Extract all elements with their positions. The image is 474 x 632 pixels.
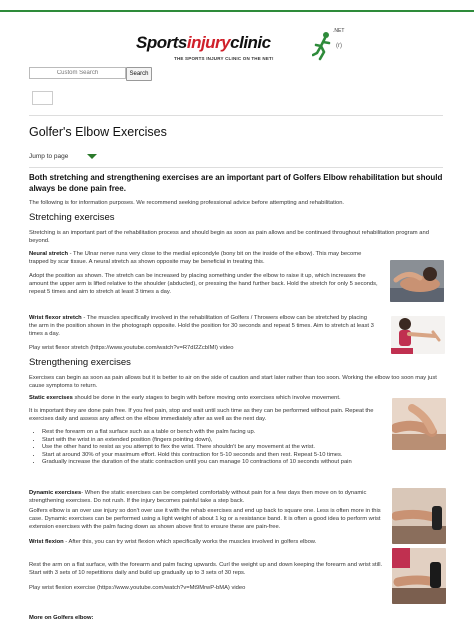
stretching-intro: Stretching is an important part of the rehabilitation process and should begin as soon as pain allows and be continued throughout rehabilitation program and beyond. xyxy=(29,230,429,244)
neural-stretch-text-2: Adopt the position as shown. The stretch can be increased by placing something under the elbow to raise it up, which increases the amount the upper arm is lifted relative to the shoulder (abducted), or pressing the hand further back. Hold the stretch for only 5 seconds, repeat 5 times and aim to stretch at least 3 times a day. xyxy=(29,273,378,295)
more-heading: More on Golfers elbow: xyxy=(29,615,94,621)
page-title: Golfer's Elbow Exercises xyxy=(29,125,167,139)
wrist-flexion-photo xyxy=(392,548,446,604)
chevron-down-icon[interactable] xyxy=(87,154,97,159)
logo-registered: (r) xyxy=(336,43,342,49)
static-exercises-list xyxy=(36,429,382,467)
menu-toggle-button[interactable] xyxy=(32,91,53,105)
static-exercises-title: Static exercises xyxy=(29,395,73,401)
wrist-flexion-text-2: Rest the arm on a flat surface, with the forearm and palm facing upwards. Curl the weight up and down keeping the forearm and wrist still. Start with 3 sets of 10 repetitions daily and build up gradually up to 3 sets of 30 reps. xyxy=(29,562,383,576)
logo-tagline: THE SPORTS INJURY CLINIC ON THE NET! xyxy=(174,56,274,61)
wrist-flexor-photo xyxy=(391,316,445,354)
runner-icon xyxy=(312,31,334,61)
intro-text: Both stretching and strengthening exercises are an important part of Golfers Elbow rehabilitation but should always be done pain free. xyxy=(29,173,443,193)
site-logo[interactable] xyxy=(136,28,346,67)
static-exercise-photo xyxy=(392,398,446,450)
wrist-flexion-video-link[interactable]: Play wrist flexion exercise (https://www.youtube.com/watch?v=Mt9MrwP-bMA) video xyxy=(29,585,246,591)
search-button[interactable]: Search xyxy=(126,67,152,81)
jump-to-page-label: Jump to page xyxy=(29,153,69,160)
wrist-flexion-text: Wrist flexion - After this, you can try wrist flexion which specifically works the muscles involved in golfers elbow. xyxy=(29,539,317,545)
info-text: The following is for information purposes. We recommend seeking professional advice before attempting and rehabilitation. xyxy=(29,200,345,206)
stretching-heading: Stretching exercises xyxy=(29,212,115,223)
list-item: • Start with the wrist in an extended position (fingers pointing down), xyxy=(42,437,382,445)
logo-superscript: .NET xyxy=(333,28,345,34)
dynamic-exercises-title: Dynamic exercises xyxy=(29,490,82,496)
wrist-flexor-title: Wrist flexor stretch xyxy=(29,315,82,321)
neural-stretch-photo xyxy=(390,260,444,302)
neural-stretch-text: Neural stretch - The Ulnar nerve runs very close to the medial epicondyle (bony bit on the inside of the elbow). This may become trapped by scar tissue. A neural stretch as shown opposite may be beneficial in treating this. xyxy=(29,251,362,265)
strengthening-intro: Exercises can begin as soon as pain allows but it is better to air on the side of caution and start later rather than too soon. Working the elbow too soon may just cause symptoms to return. xyxy=(29,375,437,389)
list-item: • Use the other hand to resist as you attempt to flex the wrist. There shouldn't be any movement at the wrist. xyxy=(42,444,382,452)
dynamic-exercise-photo xyxy=(392,488,446,544)
neural-stretch-title: Neural stretch xyxy=(29,251,68,257)
static-exercises-text: Static exercises should be done in the early stages to begin with before moving onto exercises which involve movement. xyxy=(29,395,341,401)
list-item: • Start at around 30% of your maximum effort. Hold this contraction for 5-10 seconds and then rest. Repeat 5-10 times. xyxy=(42,452,382,460)
list-item: • Rest the forearm on a flat surface such as a table or bench with the palm facing up. xyxy=(42,429,382,437)
divider xyxy=(29,167,443,168)
dynamic-exercises-text: Dynamic exercises- When the static exercises can be completed comfortably without pain for a few days then move on to dynamic strengthening exercises. Do not rush. If the injury becomes painful take a step back. xyxy=(29,490,367,504)
top-accent-bar xyxy=(0,10,474,12)
strengthening-heading: Strengthening exercises xyxy=(29,357,131,368)
wrist-flexion-title: Wrist flexion xyxy=(29,539,64,545)
logo-wordmark: Sportsinjuryclinic xyxy=(136,33,271,52)
wrist-flexor-video-link[interactable]: Play wrist flexor stretch (https://www.youtube.com/watch?v=R7dI2ZcbIMI) video xyxy=(29,345,234,351)
static-exercises-text-2: It is important they are done pain free. If you feel pain, stop and wait until such time as they can be performed without pain. Repeat the exercises daily and assess any affect on the elbow immediately after as well as the next day. xyxy=(29,408,374,422)
search-input[interactable] xyxy=(29,67,126,79)
wrist-flexor-text: Wrist flexor stretch - The muscles specifically involved in the rehabilitation of Golfers / Throwers elbow can be stretched by placing the arm in the position shown in the photograph opposite. Hold the position for 30 seconds and repeat 5 times. Aim to stretch at least 3 times a day. xyxy=(29,315,374,337)
dynamic-exercises-text-2: Golfers elbow is an over use injury so don't over use it with the rehab exercises and end up back to square one. Less is often more in this case. Dynamic exercises can be performed using a light weight of about 1 kg or a resistance band. It is often a good idea to perform wrist extension exercises with the palm facing down as shown above first to ensure these are pain-free. xyxy=(29,508,381,530)
divider xyxy=(29,115,443,116)
list-item: • Gradually increase the duration of the static contraction until you can manage 10 contractions of 10 seconds without pain xyxy=(42,459,382,467)
